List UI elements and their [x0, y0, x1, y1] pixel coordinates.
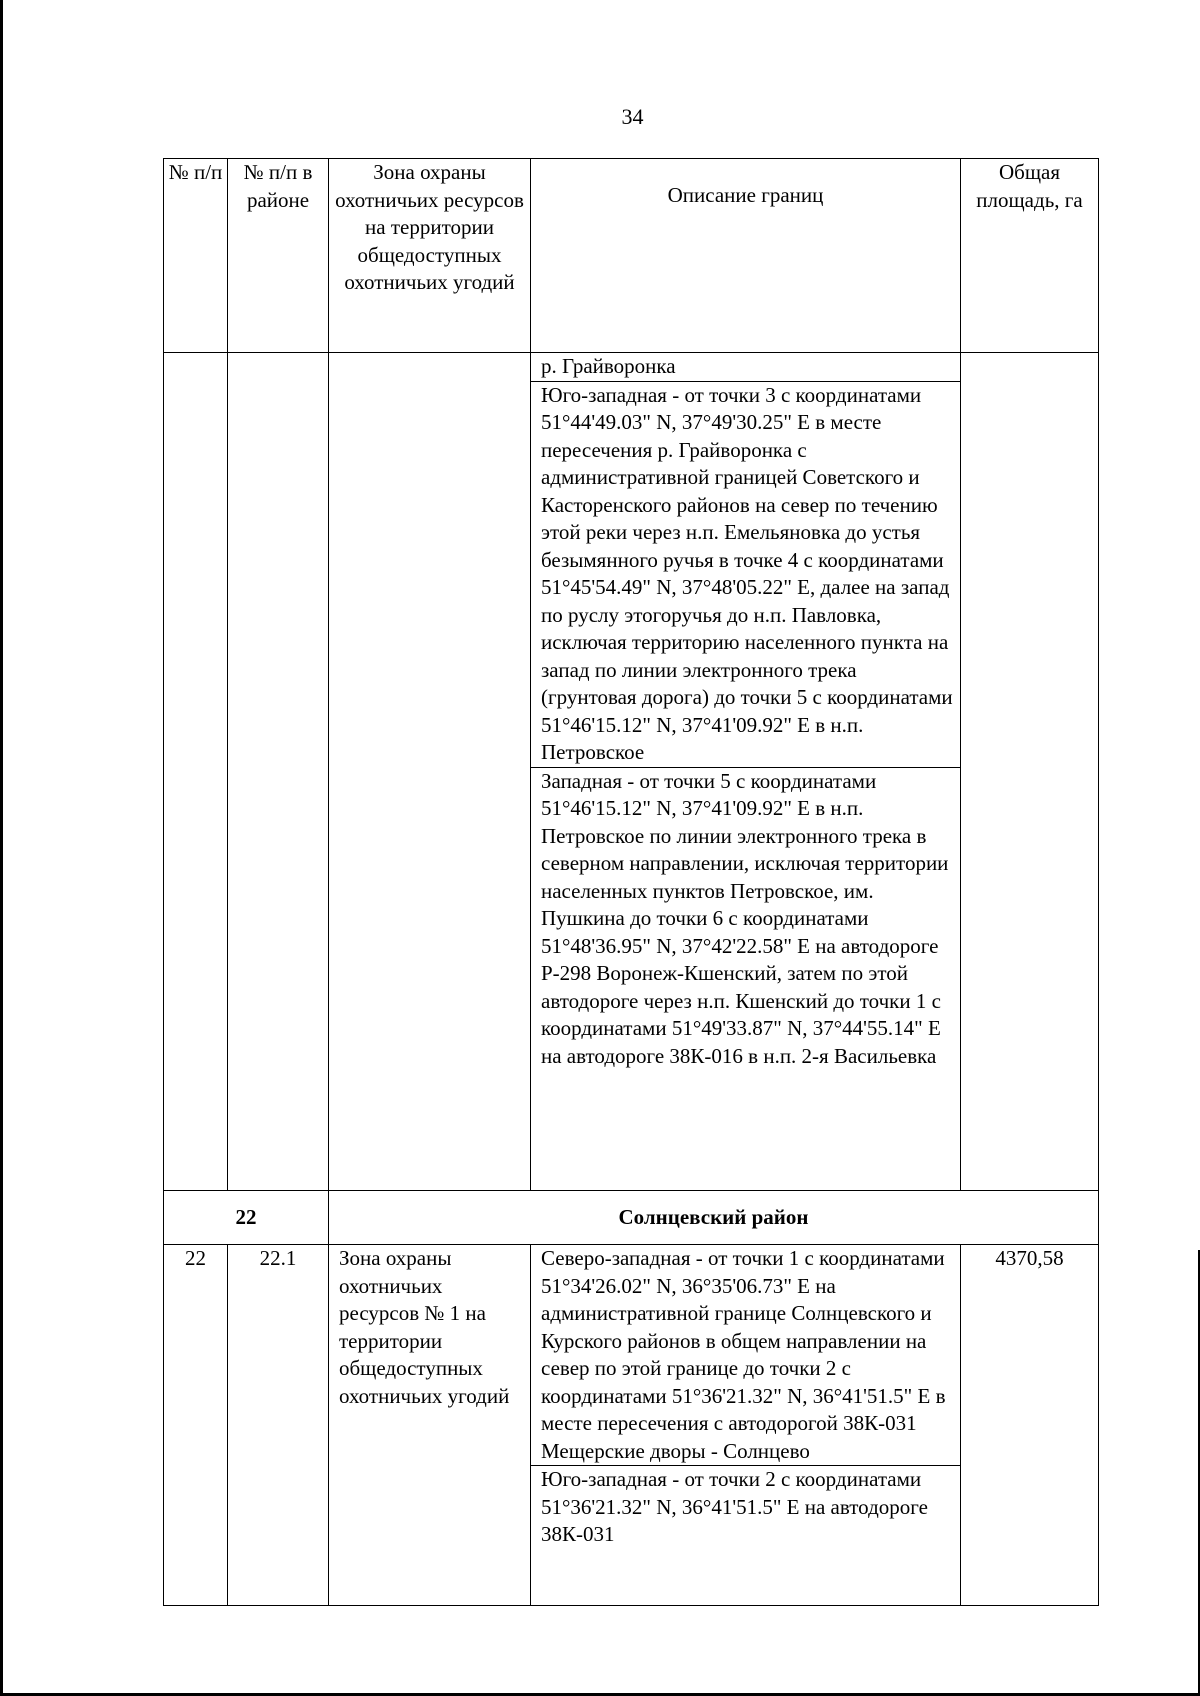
table-header-row [164, 159, 1099, 353]
cell-empty [228, 353, 329, 1191]
boundary-segment: Западная - от точки 5 с координатами 51°46'15.12" N, 37°41'09.92" Е в н.п. Петровское по линии электронного трека в северном направлении, исключая территории населенных пунктов Петровское, им. Пушкина до точки 6 с координатами 51°48'36.95" N, 37°42'22.58" Е на автодороге Р-298 Воронеж-Кшенский, затем по этой автодороге через н.п. Кшенский до точки 1 с координатами 51°49'33.87" N, 37°44'55.14" Е на автодороге 38К-016 в н.п. 2-я Васильевка [531, 767, 960, 1071]
scan-border-left [0, 0, 3, 1696]
boundary-segment: Юго-западная - от точки 2 с координатами 51°36'21.32" N, 36°41'51.5" Е на автодороге 38К-031 [531, 1465, 960, 1549]
page-number: 34 [621, 104, 644, 129]
cell-empty [329, 353, 531, 1191]
header-area: Общая площадь, га [961, 159, 1099, 353]
district-number: 22 [164, 1191, 329, 1245]
table-row [164, 1245, 1099, 1606]
boundary-segment: Северо-западная - от точки 1 с координатами 51°34'26.02" N, 36°35'06.73" Е на административной границе Солнцевского и Курского районов в общем направлении на север по этой границе до точки 2 с координатами 51°36'21.32" N, 36°41'51.5" Е в месте пересечения с автодорогой 38К-031 Мещерские дворы - Солнцево [541, 1246, 946, 1463]
cell-empty [961, 353, 1099, 1191]
row-area: 4370,58 [961, 1245, 1099, 1606]
row-zone: Зона охраны охотничьих ресурсов № 1 на территории общедоступных охотничьих угодий [329, 1245, 531, 1606]
description-cell [531, 1245, 961, 1606]
header-zone: Зона охраны охотничьих ресурсов на территории общедоступных охотничьих угодий [329, 159, 531, 353]
row-num-in-district: 22.1 [228, 1245, 329, 1606]
header-num-in-district: № п/п в районе [228, 159, 329, 353]
cell-empty [164, 353, 228, 1191]
boundary-segment: р. Грайворонка [541, 354, 676, 378]
header-num: № п/п [164, 159, 228, 353]
boundaries-table [163, 158, 1099, 1606]
district-name: Солнцевский район [329, 1191, 1099, 1245]
table-row-continuation [164, 353, 1099, 1191]
boundary-segment: Юго-западная - от точки 3 с координатами 51°44'49.03" N, 37°49'30.25" Е в месте пересечения р. Грайворонка с административной границей Советского и Касторенского районов на север по течению этой реки через н.п. Емельяновка до устья безымянного ручья в точке 4 с координатами 51°45'54.49" N, 37°48'05.22" Е, далее на запад по руслу этогоручья до н.п. Павловка, исключая территорию населенного пункта на запад по линии электронного трека (грунтовая дорога) до точки 5 с координатами 51°46'15.12" N, 37°41'09.92" Е в н.п. Петровское [531, 381, 960, 767]
district-header-row [164, 1191, 1099, 1245]
row-num: 22 [164, 1245, 228, 1606]
header-description: Описание границ [531, 159, 961, 353]
description-cell [531, 353, 961, 1191]
